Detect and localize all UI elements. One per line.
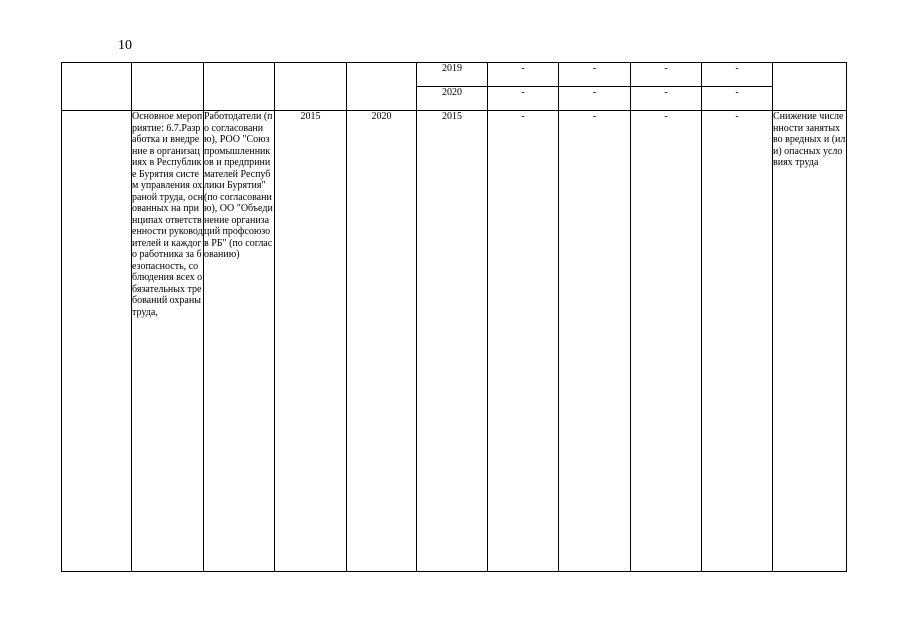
cell-value: - [488,63,559,87]
cell-number [62,111,132,572]
cell-start-empty [275,63,347,111]
cell-value: - [702,87,773,111]
program-table [61,62,847,572]
cell-value: - [488,87,559,111]
cell-value: - [488,111,559,572]
cell-executor: Работодатели (по согласованию), РОО "Союз промышленников и предпринимателей Республики Бурятия" (по согласованию), ОО "Объединение организаций профсоюзов РБ" (по согласованию) [204,111,275,572]
cell-value: - [559,87,631,111]
cell-value: - [559,111,631,572]
cell-value: - [631,87,702,111]
cell-measure: Основное мероприятие: 6.7.Разработка и внедрение в организациях в Республике Бурятия систем управления охраной труда, основанных на принципах ответственности руководителей и каждого работника за безопасность, соблюдения всех обязательных требований охраны труда, [132,111,204,572]
cell-measure-empty [132,63,204,111]
cell-year: 2015 [417,111,488,572]
cell-number-empty [62,63,132,111]
cell-end-empty [347,63,417,111]
cell-end-year: 2020 [347,111,417,572]
table-row [62,111,847,572]
cell-year: 2020 [417,87,488,111]
cell-value: - [702,111,773,572]
cell-year: 2019 [417,63,488,87]
cell-value: - [559,63,631,87]
cell-value: - [702,63,773,87]
cell-result: Снижение численности занятых во вредных и (или) опасных условиях труда [773,111,847,572]
cell-value: - [631,63,702,87]
cell-executor-empty [204,63,275,111]
cell-result-empty [773,63,847,111]
page-number: 10 [118,38,132,53]
cell-value: - [631,111,702,572]
table-row [62,63,847,87]
cell-start-year: 2015 [275,111,347,572]
